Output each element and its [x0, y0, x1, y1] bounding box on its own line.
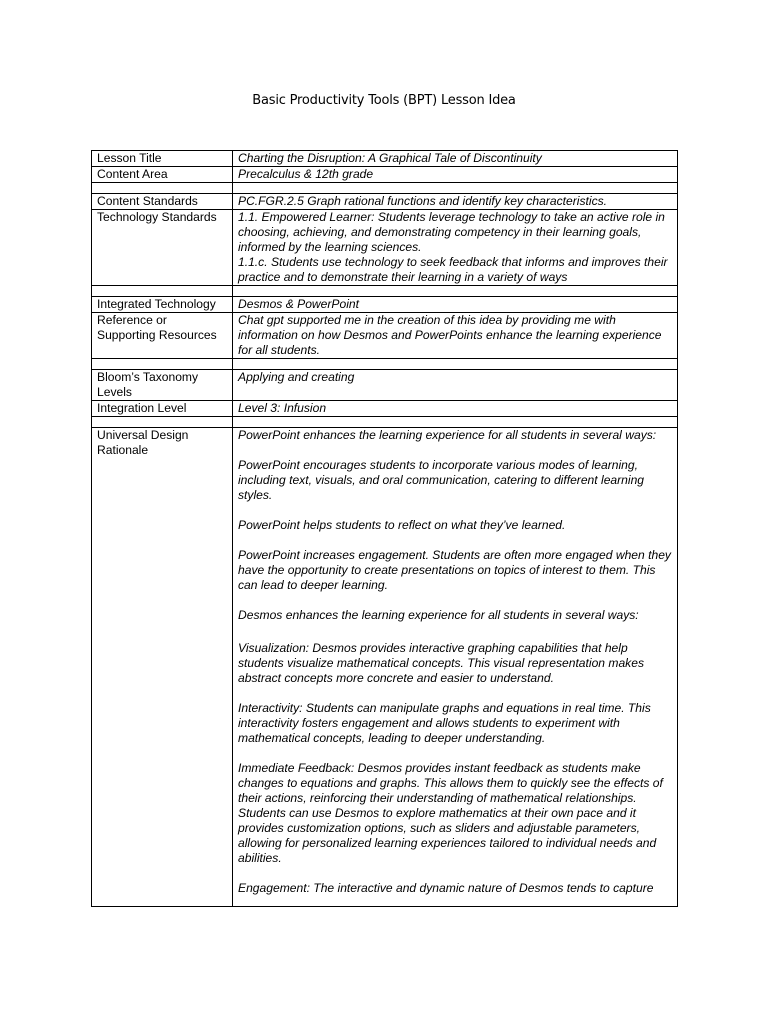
udr-paragraph: PowerPoint enhances the learning experience for all students in several ways:: [238, 428, 657, 442]
udr-paragraph: Students can use Desmos to explore mathematics at their own pace and it provides customization options, such as sliders and adjustable parameters, allowing for personalized learning experiences tailored to individual needs and abilities.: [238, 806, 657, 865]
technology-standard-1: 1.1. Empowered Learner: Students leverage technology to take an active role in choosing, achieving, and demonstrating competency in their learning goals, informed by the learning sciences.: [238, 210, 665, 254]
content-area-label: Content Area: [92, 167, 233, 183]
content-area-value: Precalculus & 12th grade: [233, 167, 678, 183]
udr-paragraph: PowerPoint increases engagement. Students are often more engaged when they have the opportunity to create presentations on topics of interest to them. This can lead to deeper learning.: [238, 548, 671, 592]
udr-paragraph: PowerPoint encourages students to incorporate various modes of learning, including text, visuals, and oral communication, catering to different learning styles.: [238, 458, 645, 502]
udr-paragraph: PowerPoint helps students to reflect on what they’ve learned.: [238, 518, 566, 532]
udr-paragraph: Engagement: The interactive and dynamic nature of Desmos tends to capture: [238, 881, 654, 895]
content-standards-value: PC.FGR.2.5 Graph rational functions and identify key characteristics.: [233, 194, 678, 210]
content-standards-label: Content Standards: [92, 194, 233, 210]
table-row: [92, 210, 678, 286]
spacer-row: [92, 183, 678, 194]
lesson-plan-table: [91, 150, 678, 907]
integration-level-value: Level 3: Infusion: [233, 401, 678, 417]
table-row: [92, 313, 678, 359]
document-title: Basic Productivity Tools (BPT) Lesson Idea: [252, 93, 516, 108]
udr-paragraph: Interactivity: Students can manipulate graphs and equations in real time. This interactivity fosters engagement and allows students to experiment with mathematical concepts, leading to deeper understanding.: [238, 701, 651, 745]
lesson-title-label: Lesson Title: [92, 151, 233, 167]
table-row: [92, 194, 678, 210]
udr-paragraph: Desmos enhances the learning experience for all students in several ways:: [238, 608, 639, 622]
integrated-technology-value: Desmos & PowerPoint: [233, 297, 678, 313]
table-row: [92, 297, 678, 313]
blooms-taxonomy-value: Applying and creating: [233, 370, 678, 401]
udr-paragraph: Immediate Feedback: Desmos provides instant feedback as students make changes to equations and graphs. This allows them to quickly see the effects of their actions, reinforcing their understanding of mathematical relationships.: [238, 761, 663, 805]
technology-standard-2: 1.1.c. Students use technology to seek feedback that informs and improves their practice and to demonstrate their learning in a variety of ways: [238, 255, 668, 284]
spacer-row: [92, 286, 678, 297]
table-row: [92, 428, 678, 907]
technology-standards-value: [233, 210, 678, 286]
table-row: [92, 370, 678, 401]
udr-paragraph: Visualization: Desmos provides interactive graphing capabilities that help students visualize mathematical concepts. This visual representation makes abstract concepts more concrete and easier to understand.: [238, 641, 645, 685]
table-row: [92, 151, 678, 167]
reference-resources-value: Chat gpt supported me in the creation of this idea by providing me with information on how Desmos and PowerPoints enhance the learning experience for all students.: [233, 313, 678, 359]
blooms-taxonomy-label: Bloom’s Taxonomy Levels: [92, 370, 233, 401]
integration-level-label: Integration Level: [92, 401, 233, 417]
lesson-title-value: Charting the Disruption: A Graphical Tale of Discontinuity: [233, 151, 678, 167]
technology-standards-label: Technology Standards: [92, 210, 233, 286]
table-row: [92, 401, 678, 417]
table-row: [92, 167, 678, 183]
spacer-row: [92, 417, 678, 428]
spacer-row: [92, 359, 678, 370]
universal-design-label: Universal Design Rationale: [92, 428, 233, 907]
universal-design-value: [233, 428, 678, 907]
integrated-technology-label: Integrated Technology: [92, 297, 233, 313]
reference-resources-label: Reference or Supporting Resources: [92, 313, 233, 359]
